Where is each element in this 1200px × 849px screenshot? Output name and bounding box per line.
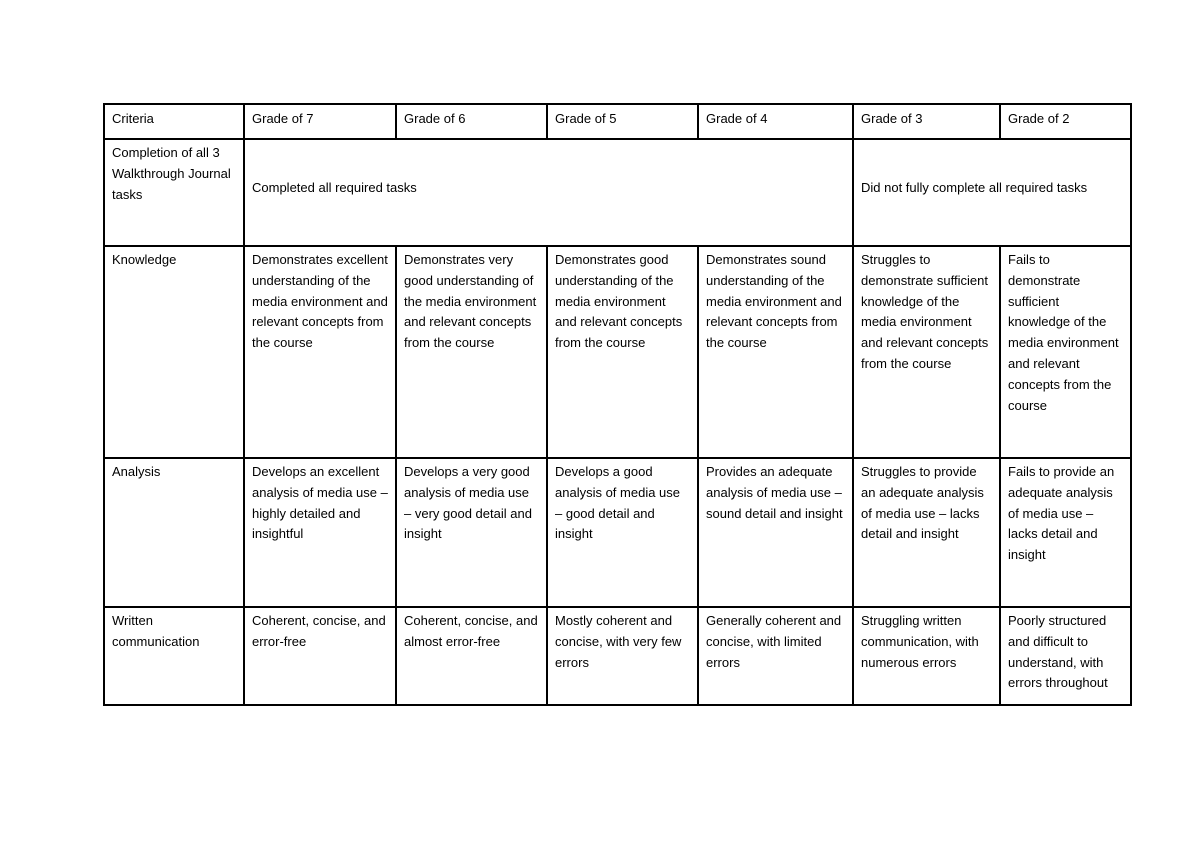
header-grade-4: Grade of 4 [698, 104, 853, 139]
knowledge-grade-7: Demonstrates excellent understanding of the media environment and relevant concepts from the course [244, 246, 396, 458]
analysis-grade-3: Struggles to provide an adequate analysis of media use – lacks detail and insight [853, 458, 1000, 607]
written-grade-4: Generally coherent and concise, with limited errors [698, 607, 853, 705]
analysis-grade-4: Provides an adequate analysis of media use – sound detail and insight [698, 458, 853, 607]
header-grade-2: Grade of 2 [1000, 104, 1131, 139]
analysis-grade-7: Develops an excellent analysis of media use – highly detailed and insightful [244, 458, 396, 607]
analysis-grade-2: Fails to provide an adequate analysis of media use – lacks detail and insight [1000, 458, 1131, 607]
written-grade-7: Coherent, concise, and error-free [244, 607, 396, 705]
analysis-grade-6: Develops a very good analysis of media use – very good detail and insight [396, 458, 547, 607]
written-communication-row [104, 607, 1131, 705]
knowledge-row [104, 246, 1131, 458]
criterion-knowledge: Knowledge [104, 246, 244, 458]
criterion-completion: Completion of all 3 Walkthrough Journal tasks [104, 139, 244, 246]
criterion-analysis: Analysis [104, 458, 244, 607]
analysis-row [104, 458, 1131, 607]
completion-pass-cell: Completed all required tasks [244, 139, 853, 246]
header-grade-3: Grade of 3 [853, 104, 1000, 139]
header-grade-5: Grade of 5 [547, 104, 698, 139]
completion-row [104, 139, 1131, 246]
completion-fail-cell: Did not fully complete all required tasks [853, 139, 1131, 246]
written-grade-2: Poorly structured and difficult to understand, with errors throughout [1000, 607, 1131, 705]
written-grade-3: Struggling written communication, with numerous errors [853, 607, 1000, 705]
header-row [104, 104, 1131, 139]
header-grade-7: Grade of 7 [244, 104, 396, 139]
grading-rubric-table [103, 103, 1132, 706]
knowledge-grade-3: Struggles to demonstrate sufficient knowledge of the media environment and relevant concepts from the course [853, 246, 1000, 458]
criterion-written-communication: Written communication [104, 607, 244, 705]
knowledge-grade-6: Demonstrates very good understanding of the media environment and relevant concepts from the course [396, 246, 547, 458]
header-grade-6: Grade of 6 [396, 104, 547, 139]
knowledge-grade-5: Demonstrates good understanding of the media environment and relevant concepts from the course [547, 246, 698, 458]
knowledge-grade-4: Demonstrates sound understanding of the media environment and relevant concepts from the course [698, 246, 853, 458]
written-grade-5: Mostly coherent and concise, with very few errors [547, 607, 698, 705]
analysis-grade-5: Develops a good analysis of media use – good detail and insight [547, 458, 698, 607]
knowledge-grade-2: Fails to demonstrate sufficient knowledge of the media environment and relevant concepts from the course [1000, 246, 1131, 458]
written-grade-6: Coherent, concise, and almost error-free [396, 607, 547, 705]
header-criteria: Criteria [104, 104, 244, 139]
